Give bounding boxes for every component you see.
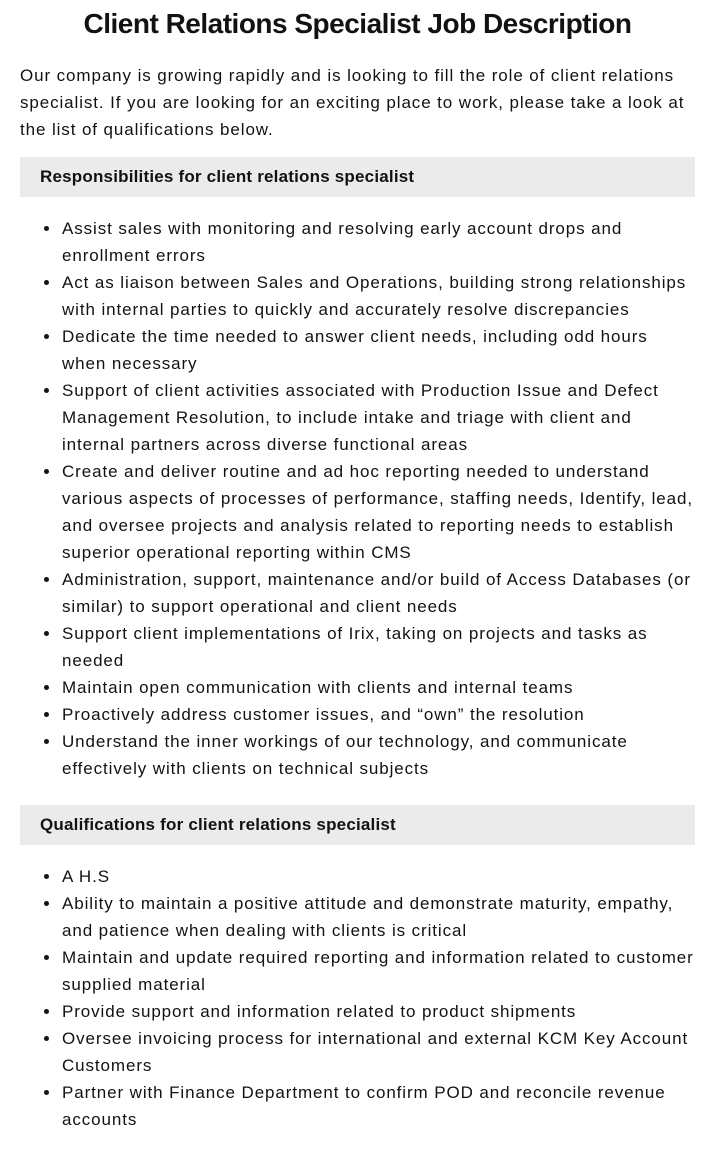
list-item: • Ability to maintain a positive attitude and demonstrate maturity, empathy, and patience when dealing with clients is critical: [61, 890, 695, 944]
list-item: • Assist sales with monitoring and resolving early account drops and enrollment errors: [61, 215, 695, 269]
list-item: • Provide support and information related to product shipments: [61, 998, 695, 1025]
list-item: • Create and deliver routine and ad hoc reporting needed to understand various aspects of processes of performance, staffing needs, Identify, lead, and oversee projects and analysis related to reporting needs to establish superior operational reporting within CMS: [61, 458, 695, 566]
list-item: • Understand the inner workings of our technology, and communicate effectively with clients on technical subjects: [61, 728, 695, 782]
list-item: • Support client implementations of Irix, taking on projects and tasks as needed: [61, 620, 695, 674]
qualifications-heading-bar: [20, 805, 695, 845]
list-item: • Administration, support, maintenance and/or build of Access Databases (or similar) to support operational and client needs: [61, 566, 695, 620]
qualifications-list: [20, 863, 695, 1133]
section-responsibilities: [20, 157, 695, 782]
responsibilities-heading: Responsibilities for client relations specialist: [40, 167, 415, 186]
list-item: • A H.S: [61, 863, 695, 890]
list-item: • Act as liaison between Sales and Operations, building strong relationships with internal parties to quickly and accurately resolve discrepancies: [61, 269, 695, 323]
intro-paragraph: Our company is growing rapidly and is looking to fill the role of client relations specialist. If you are looking for an exciting place to work, please take a look at the list of qualifications below.: [20, 66, 685, 139]
list-item: • Support of client activities associated with Production Issue and Defect Management Resolution, to include intake and triage with client and internal partners across diverse functional areas: [61, 377, 695, 458]
page-title: Client Relations Specialist Job Description: [83, 8, 632, 39]
list-item: • Maintain open communication with clients and internal teams: [61, 674, 695, 701]
list-item: • Maintain and update required reporting and information related to customer supplied material: [61, 944, 695, 998]
list-item: • Proactively address customer issues, and “own” the resolution: [61, 701, 695, 728]
section-qualifications: [20, 805, 695, 1133]
responsibilities-list: [20, 215, 695, 782]
list-item: • Oversee invoicing process for international and external KCM Key Account Customers: [61, 1025, 695, 1079]
qualifications-heading: Qualifications for client relations specialist: [40, 815, 396, 834]
responsibilities-heading-bar: [20, 157, 695, 197]
list-item: • Dedicate the time needed to answer client needs, including odd hours when necessary: [61, 323, 695, 377]
list-item: • Partner with Finance Department to confirm POD and reconcile revenue accounts: [61, 1079, 695, 1133]
